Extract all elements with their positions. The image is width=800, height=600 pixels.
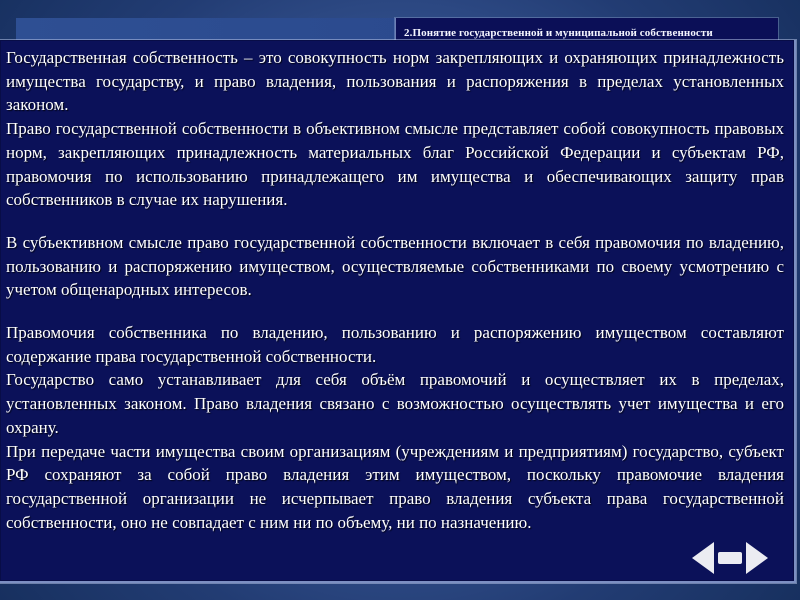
- paragraph-objective-sense: Право государственной собственности в объективном смысле представляет собой совокупность правовых норм, закрепляющих принадлежность материальных благ Российской Федерации и субъектам РФ, правомочия по использованию принадлежащего им имущества и обеспечивающих защиту прав собственников в случае их нарушения.: [6, 119, 784, 210]
- paragraph-gap: [6, 212, 784, 231]
- section-title: 2.Понятие государственной и муниципальной собственности: [404, 27, 713, 39]
- paragraph-transfer-of-property: При передаче части имущества своим организациям (учреждениям и предприятиям) государство, субъект РФ сохраняют за собой право владения этим имуществом, поскольку правомочие владения государственной организации не исчерпывает право владения субъекта права государственной собственности, оно не совпадает с ним ни по объему, ни по назначению.: [6, 441, 784, 532]
- paragraph-gap: [6, 302, 784, 321]
- paragraph-definition: Государственная собственность – это совокупность норм закрепляющих и охраняющих принадлежность имущества государству, и право владения, пользования и распоряжения в пределах установленных законом.: [6, 48, 784, 115]
- paragraph-subjective-sense: В субъективном смысле право государственной собственности включает в себя правомочия по владению, пользованию и распоряжению имуществом, осуществляемые собственниками по своему усмотрению с учетом общенародных интересов.: [6, 232, 784, 300]
- content-panel: [0, 40, 796, 583]
- paragraph-owner-rights: Правомочия собственника по владению, пользованию и распоряжению имуществом составляют содержание права государственной собственности.: [6, 323, 784, 366]
- paragraph-state-powers: Государство само устанавливает для себя объём правомочий и осуществляет их в пределах, установленных законом. Право владения связано с возможностью осуществлять учет имущества и его охрану.: [6, 370, 784, 437]
- slide-body: [6, 46, 784, 534]
